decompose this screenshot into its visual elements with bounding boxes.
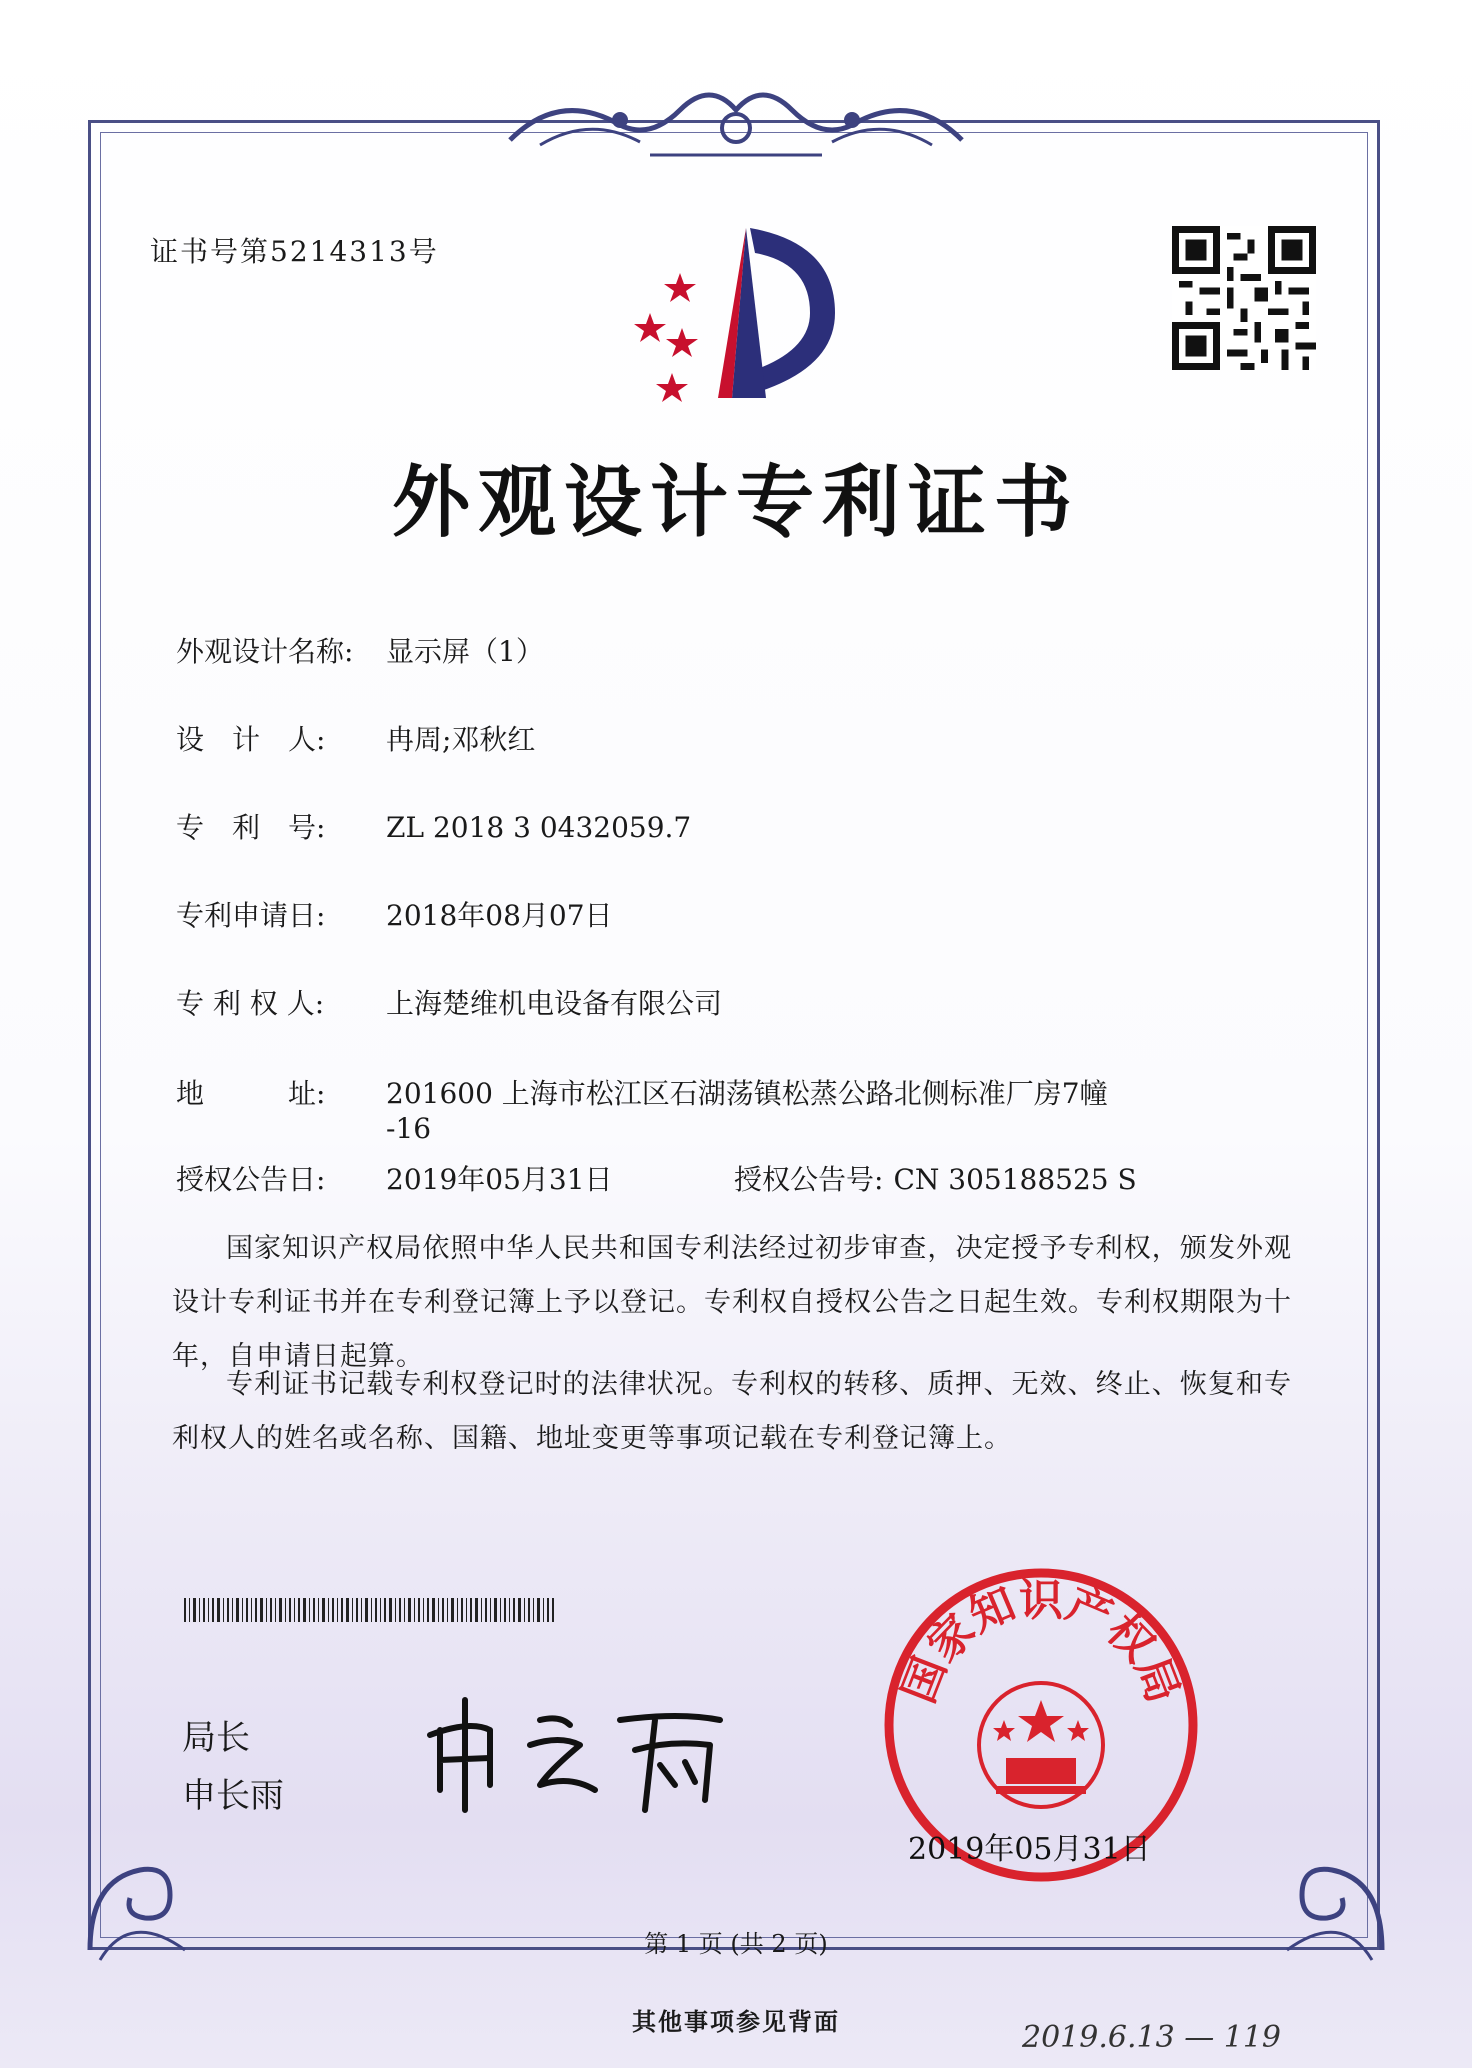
field-value: ZL 2018 3 0432059.7 [386,811,692,844]
body-paragraph-2: 专利证书记载专利权登记时的法律状况。专利权的转移、质押、无效、终止、恢复和专利权人的姓名或名称、国籍、地址变更等事项记载在专利登记簿上。 [172,1369,1292,1454]
director-title: 局长 [182,1718,250,1758]
field-value: 2019年05月31日 [386,1163,613,1196]
director-name: 申长雨 [182,1776,284,1816]
field-label: 授权公告号: [734,1163,884,1196]
field-value: 上海楚维机电设备有限公司 [386,987,723,1020]
cnipa-logo-icon [620,218,840,418]
field-grant-date [176,1158,613,1198]
field-label: 外观设计名称: [176,635,354,668]
field-address-line2: -16 [386,1112,432,1145]
certificate-title: 外观设计专利证书 [391,458,1080,548]
svg-text:国家知识产权局: 国家知识产权局 [893,1575,1189,1710]
footer-note: 其他事项参见背面 [632,2007,840,2036]
qr-code-icon [1172,226,1316,370]
field-value: 201600 上海市松江区石湖荡镇松蒸公路北侧标准厂房7幢 [386,1077,1108,1110]
page-number: 第 1 页 (共 2 页) [644,1930,828,1958]
seal-date: 2019年05月31日 [908,1832,1151,1867]
barcode-icon [184,1598,556,1622]
field-label: 专利申请日: [176,899,326,932]
field-designer [176,718,535,758]
field-application-date [176,894,613,934]
field-label: 地 址: [176,1077,326,1110]
field-label: 授权公告日: [176,1163,326,1196]
field-value: CN 305188525 S [893,1163,1137,1196]
certificate-number: 证书号第5214313号 [150,235,439,268]
field-design-name [176,630,544,670]
field-label: 专 利 权 人: [176,987,325,1020]
field-value: 冉周;邓秋红 [386,723,536,756]
field-patent-number [176,806,691,846]
field-value: 2018年08月07日 [386,899,613,932]
field-grant-number [734,1158,1137,1198]
handwritten-signature [420,1690,740,1820]
field-address [176,1072,1108,1112]
field-patentee [176,982,722,1022]
body-paragraph-1: 国家知识产权局依照中华人民共和国专利法经过初步审查，决定授予专利权，颁发外观设计专利证书并在专利登记簿上予以登记。专利权自授权公告之日起生效。专利权期限为十年，自申请日起算。 [172,1233,1292,1372]
field-value: 显示屏（1） [386,635,544,668]
handwritten-note: 2019.6.13 — 119 [1022,2020,1282,2055]
field-label: 专 利 号: [176,811,326,844]
top-ornament-icon [500,70,972,170]
field-label: 设 计 人: [176,723,326,756]
